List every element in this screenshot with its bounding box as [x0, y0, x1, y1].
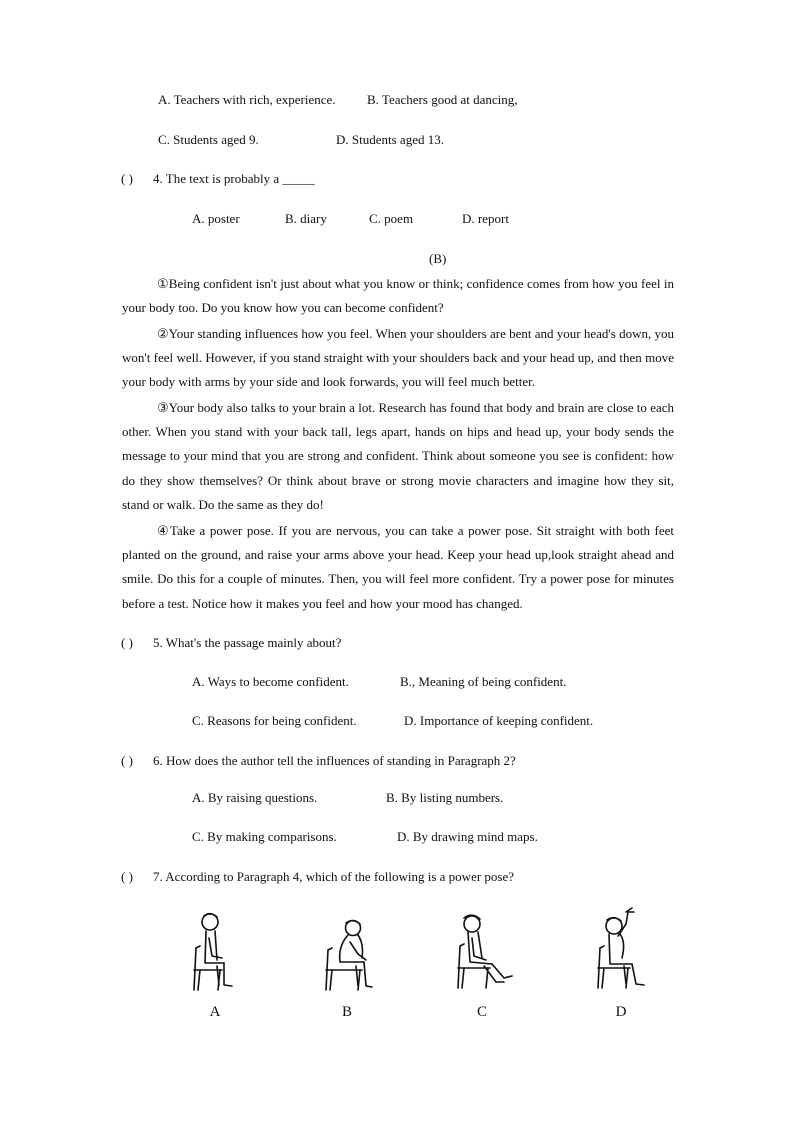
q4-stem: 4. The text is probably a _____	[153, 171, 315, 186]
q5-option-b: B., Meaning of being confident.	[400, 674, 567, 689]
q3-option-a: A. Teachers with rich, experience.	[158, 92, 336, 107]
q3-option-d: D. Students aged 13.	[336, 132, 444, 147]
q3-option-b: B. Teachers good at dancing,	[367, 92, 518, 107]
sitting-person-reclining-icon	[452, 910, 522, 992]
q6-stem: 6. How does the author tell the influences of standing in Paragraph 2?	[153, 753, 516, 768]
q7-stem: 7. According to Paragraph 4, which of the following is a power pose?	[153, 869, 515, 884]
q5-stem: 5. What's the passage mainly about?	[153, 635, 342, 650]
q5-question	[121, 635, 341, 651]
q6-option-b: B. By listing numbers.	[386, 790, 504, 805]
q4-question	[121, 171, 315, 187]
q5-option-a: A. Ways to become confident.	[192, 674, 349, 689]
q4-option-b: B. diary	[285, 211, 327, 226]
pose-figure-d	[592, 906, 654, 996]
q6-question	[121, 753, 516, 769]
q4-option-c: C. poem	[369, 211, 414, 226]
q3-option-c: C. Students aged 9.	[158, 132, 259, 147]
q5-option-c: C. Reasons for being confident.	[192, 713, 357, 728]
q7-answer-blank: ( )	[121, 869, 133, 884]
q6-option-d: D. By drawing mind maps.	[397, 829, 538, 844]
q7-question	[121, 869, 514, 885]
q6-option-c: C. By making comparisons.	[192, 829, 337, 844]
pose-label-d: D	[615, 1004, 627, 1020]
passage-paragraph-2: ②Your standing influences how you feel. When your shoulders are bent and your head's down, you won't feel well. However, if you stand straight with your shoulders back and your head up, and then move your body with arms by your side and look forwards, you will feel much better.	[122, 326, 674, 390]
q4-option-a: A. poster	[192, 211, 240, 226]
q6-option-a: A. By raising questions.	[192, 790, 318, 805]
passage-paragraph-4: ④Take a power pose. If you are nervous, you can take a power pose. Sit straight with both feet planted on the ground, and raise your arms above your head. Keep your head up,look straight ahead and smile. Do this for a couple of minutes. Then, you will feel more confident. Try a power pose for minutes before a test. Notice how it makes you feel and how your mood has changed.	[122, 523, 674, 611]
pose-label-c: C	[476, 1004, 487, 1020]
q5-answer-blank: ( )	[121, 635, 133, 650]
pose-label-b: B	[341, 1004, 352, 1020]
pose-figure-b	[320, 914, 380, 998]
pose-figure-c	[452, 910, 522, 996]
sitting-person-slouching-icon	[320, 914, 380, 994]
q4-answer-blank: ( )	[121, 171, 133, 186]
sitting-person-arms-raised-icon	[592, 906, 654, 992]
passage-paragraph-3: ③Your body also talks to your brain a lot. Research has found that body and brain are close to each other. When you stand with your back tall, legs apart, hands on hips and head up, your body sends the message to your mind that you are strong and confident. Think about someone you see is confident: how do they show themselves? Or think about brave or strong movie characters and imagine how they sit, stand or walk. Do the same as they do!	[122, 400, 674, 512]
pose-figure-a	[186, 908, 246, 997]
q5-option-d: D. Importance of keeping confident.	[404, 713, 594, 728]
q4-option-d: D. report	[462, 211, 509, 226]
q6-answer-blank: ( )	[121, 753, 133, 768]
pose-label-a: A	[209, 1004, 221, 1020]
section-label: (B)	[429, 251, 447, 266]
passage-paragraph-1: ①Being confident isn't just about what you know or think; confidence comes from how you feel in your body too. Do you know how you can become confident?	[122, 276, 674, 316]
sitting-person-upright-icon	[186, 908, 246, 993]
